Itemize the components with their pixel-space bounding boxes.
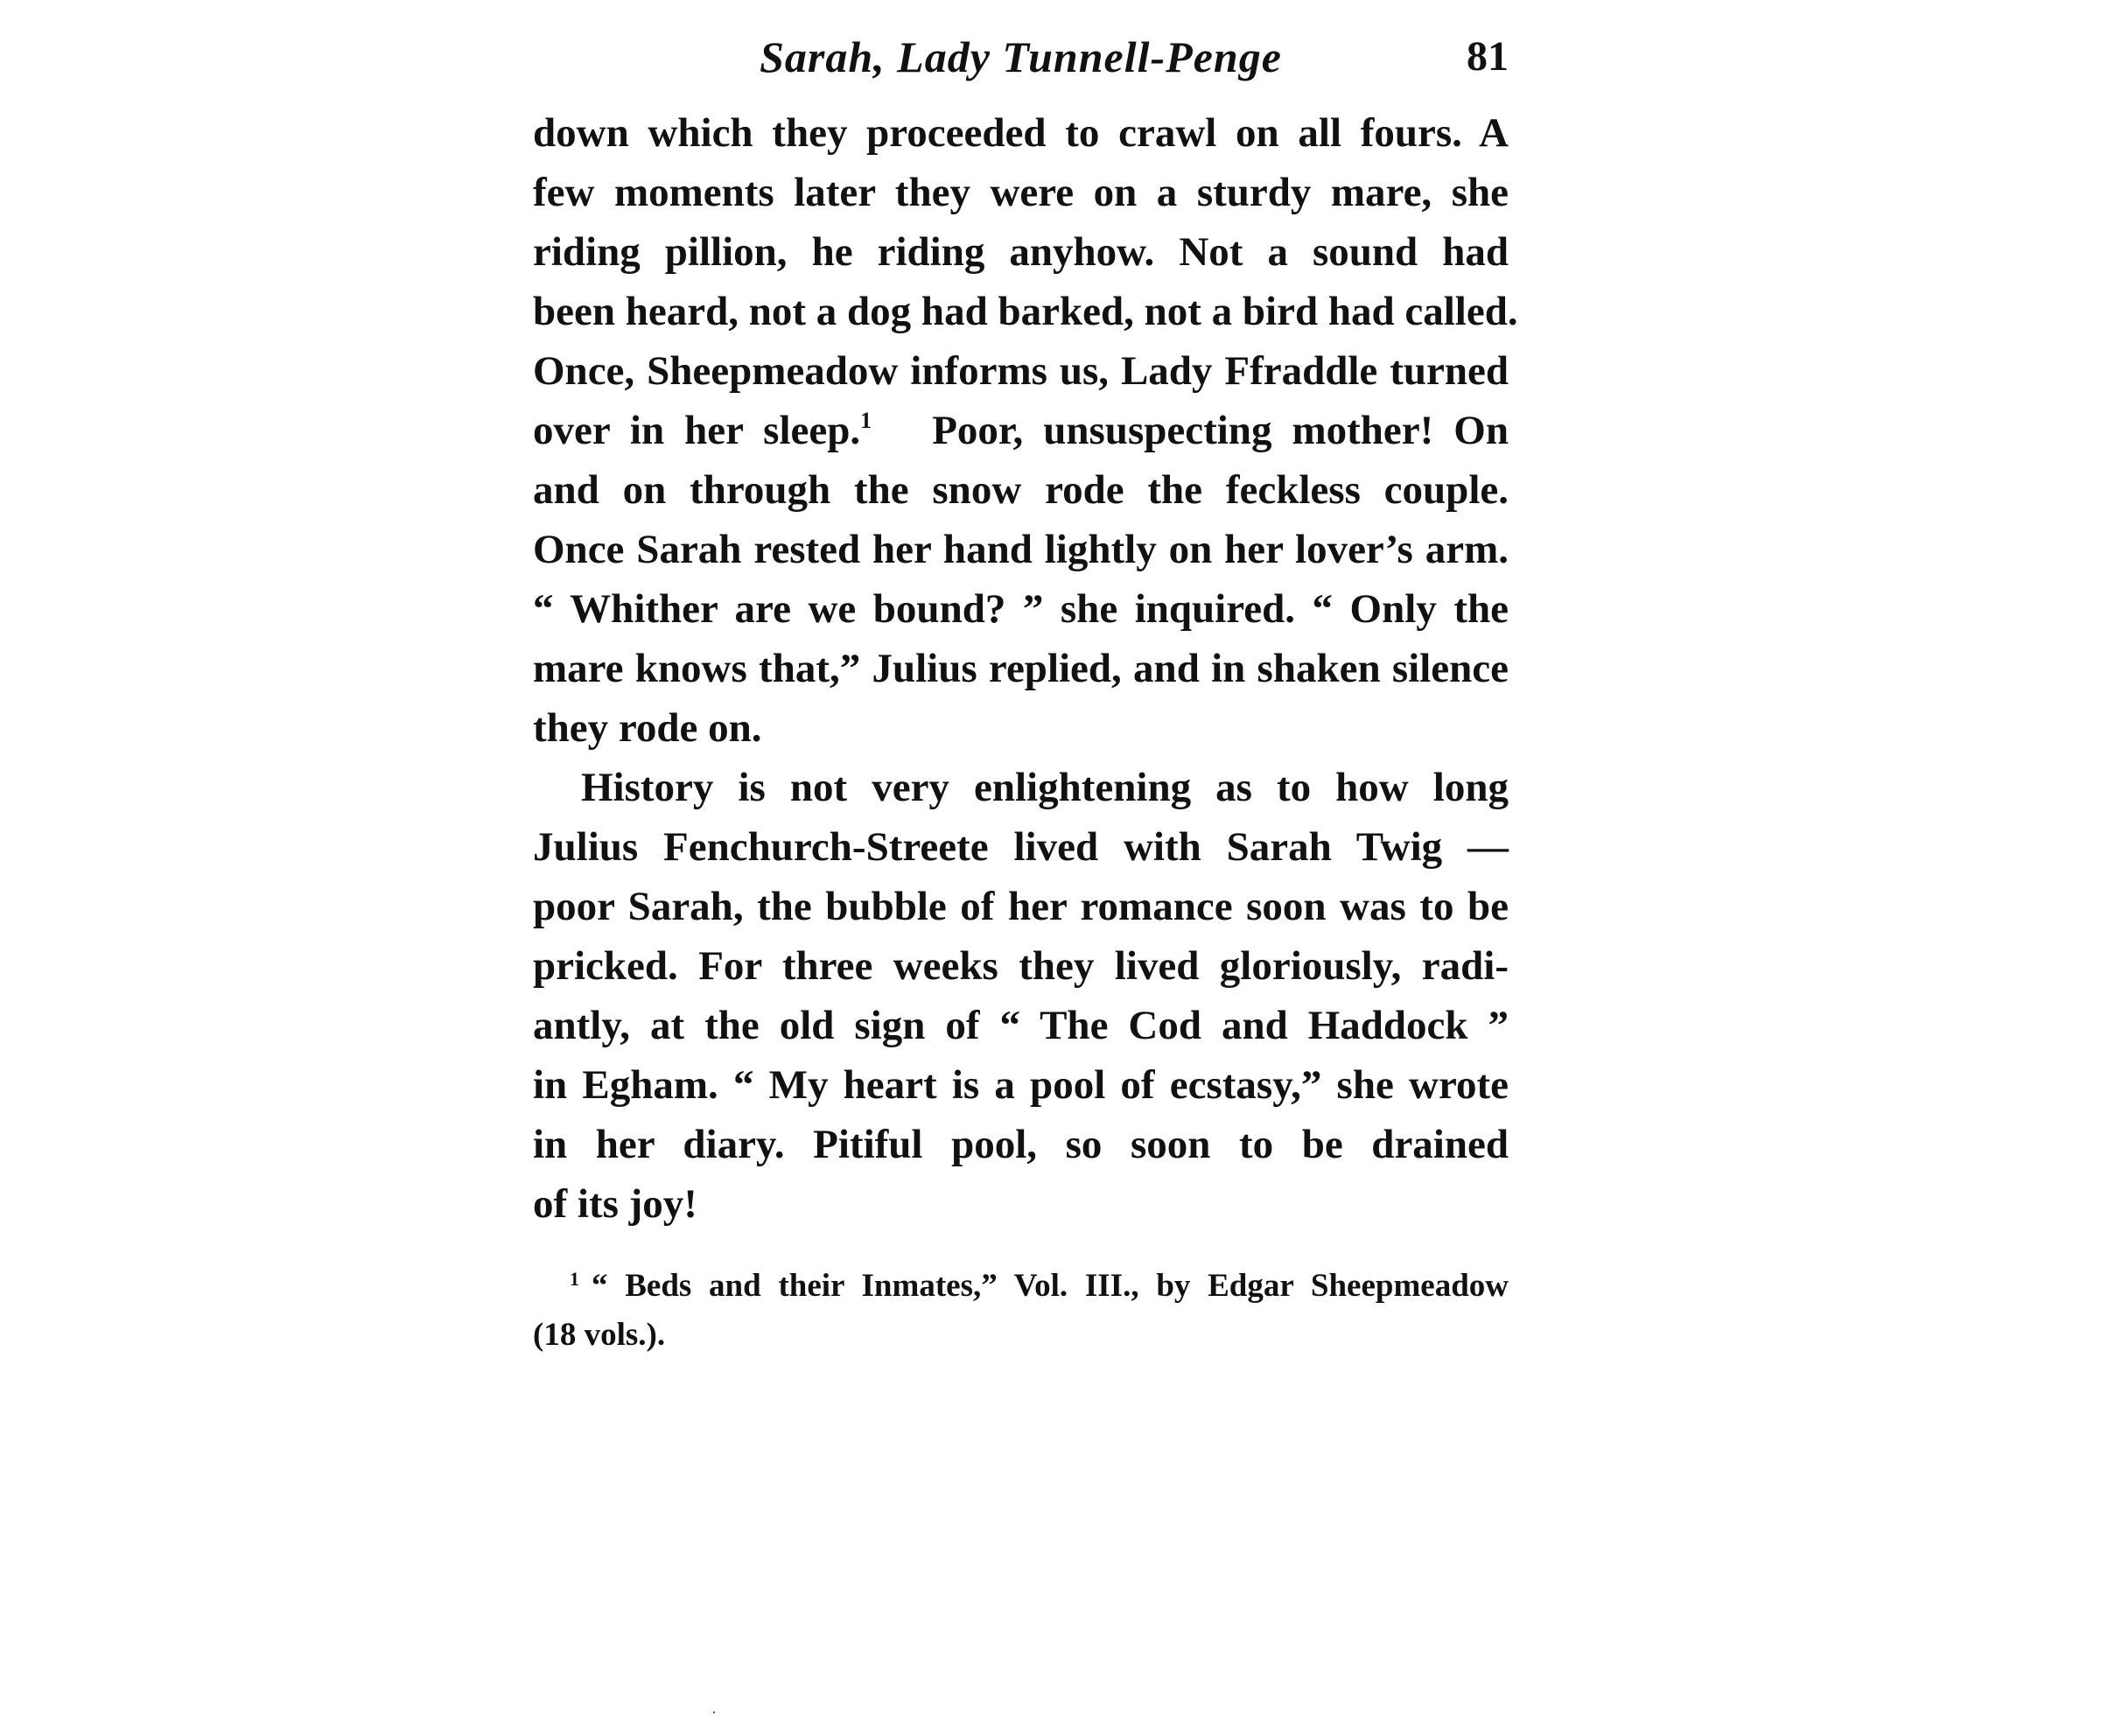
running-head	[533, 26, 1509, 88]
text-segment: Poor, unsuspecting mother! On	[932, 408, 1509, 453]
text-line: been heard, not a dog had barked, not a bird had called.	[533, 289, 1518, 334]
text-line: Once Sarah rested her hand lightly on her lover’s arm.	[533, 527, 1509, 572]
text-line: Julius Fenchurch-Streete lived with Sarah Twig —	[533, 824, 1509, 870]
text-line: they rode on.	[533, 705, 762, 751]
text-line: History is not very enlightening as to how long	[581, 765, 1509, 810]
text-line: few moments later they were on a sturdy mare, she	[533, 170, 1509, 215]
text-line: of its joy!	[533, 1181, 697, 1227]
scan-speck	[713, 1712, 715, 1713]
text-line: mare knows that,” Julius replied, and in shaken silence	[533, 646, 1509, 691]
text-line: in her diary. Pitiful pool, so soon to be drained	[533, 1122, 1509, 1167]
text-line: riding pillion, he riding anyhow. Not a sound had	[533, 229, 1509, 275]
text-line: poor Sarah, the bubble of her romance soon was to be	[533, 884, 1509, 929]
text-line: Once, Sheepmeadow informs us, Lady Ffraddle turned	[533, 348, 1509, 394]
body-text	[533, 103, 1518, 1234]
running-title: Sarah, Lady Tunnell-Penge	[760, 32, 1282, 81]
footnote-line	[533, 1262, 1509, 1311]
footnote-line: (18 vols.).	[533, 1317, 666, 1353]
text-line-with-footnote	[533, 401, 1509, 460]
text-line: in Egham. “ My heart is a pool of ecstasy,” she wrote	[533, 1062, 1509, 1108]
footnote-reference: 1	[860, 408, 872, 433]
text-line: “ Whither are we bound? ” she inquired. “ Only the	[533, 586, 1509, 632]
paragraph-1	[533, 103, 1518, 758]
footnote-marker: 1	[570, 1268, 579, 1290]
text-line: down which they proceeded to crawl on all fours. A	[533, 110, 1509, 156]
text-line: and on through the snow rode the feckless couple.	[533, 467, 1509, 513]
page-number: 81	[1467, 33, 1509, 80]
footnote-text: “ Beds and their Inmates,” Vol. III., by Edgar Sheepmeadow	[592, 1268, 1509, 1304]
paragraph-2	[533, 758, 1509, 1234]
text-line: antly, at the old sign of “ The Cod and Haddock ”	[533, 1003, 1509, 1048]
text-segment: over in her sleep.	[533, 408, 861, 453]
text-line: pricked. For three weeks they lived gloriously, radi-	[533, 943, 1509, 989]
footnote	[533, 1262, 1509, 1360]
